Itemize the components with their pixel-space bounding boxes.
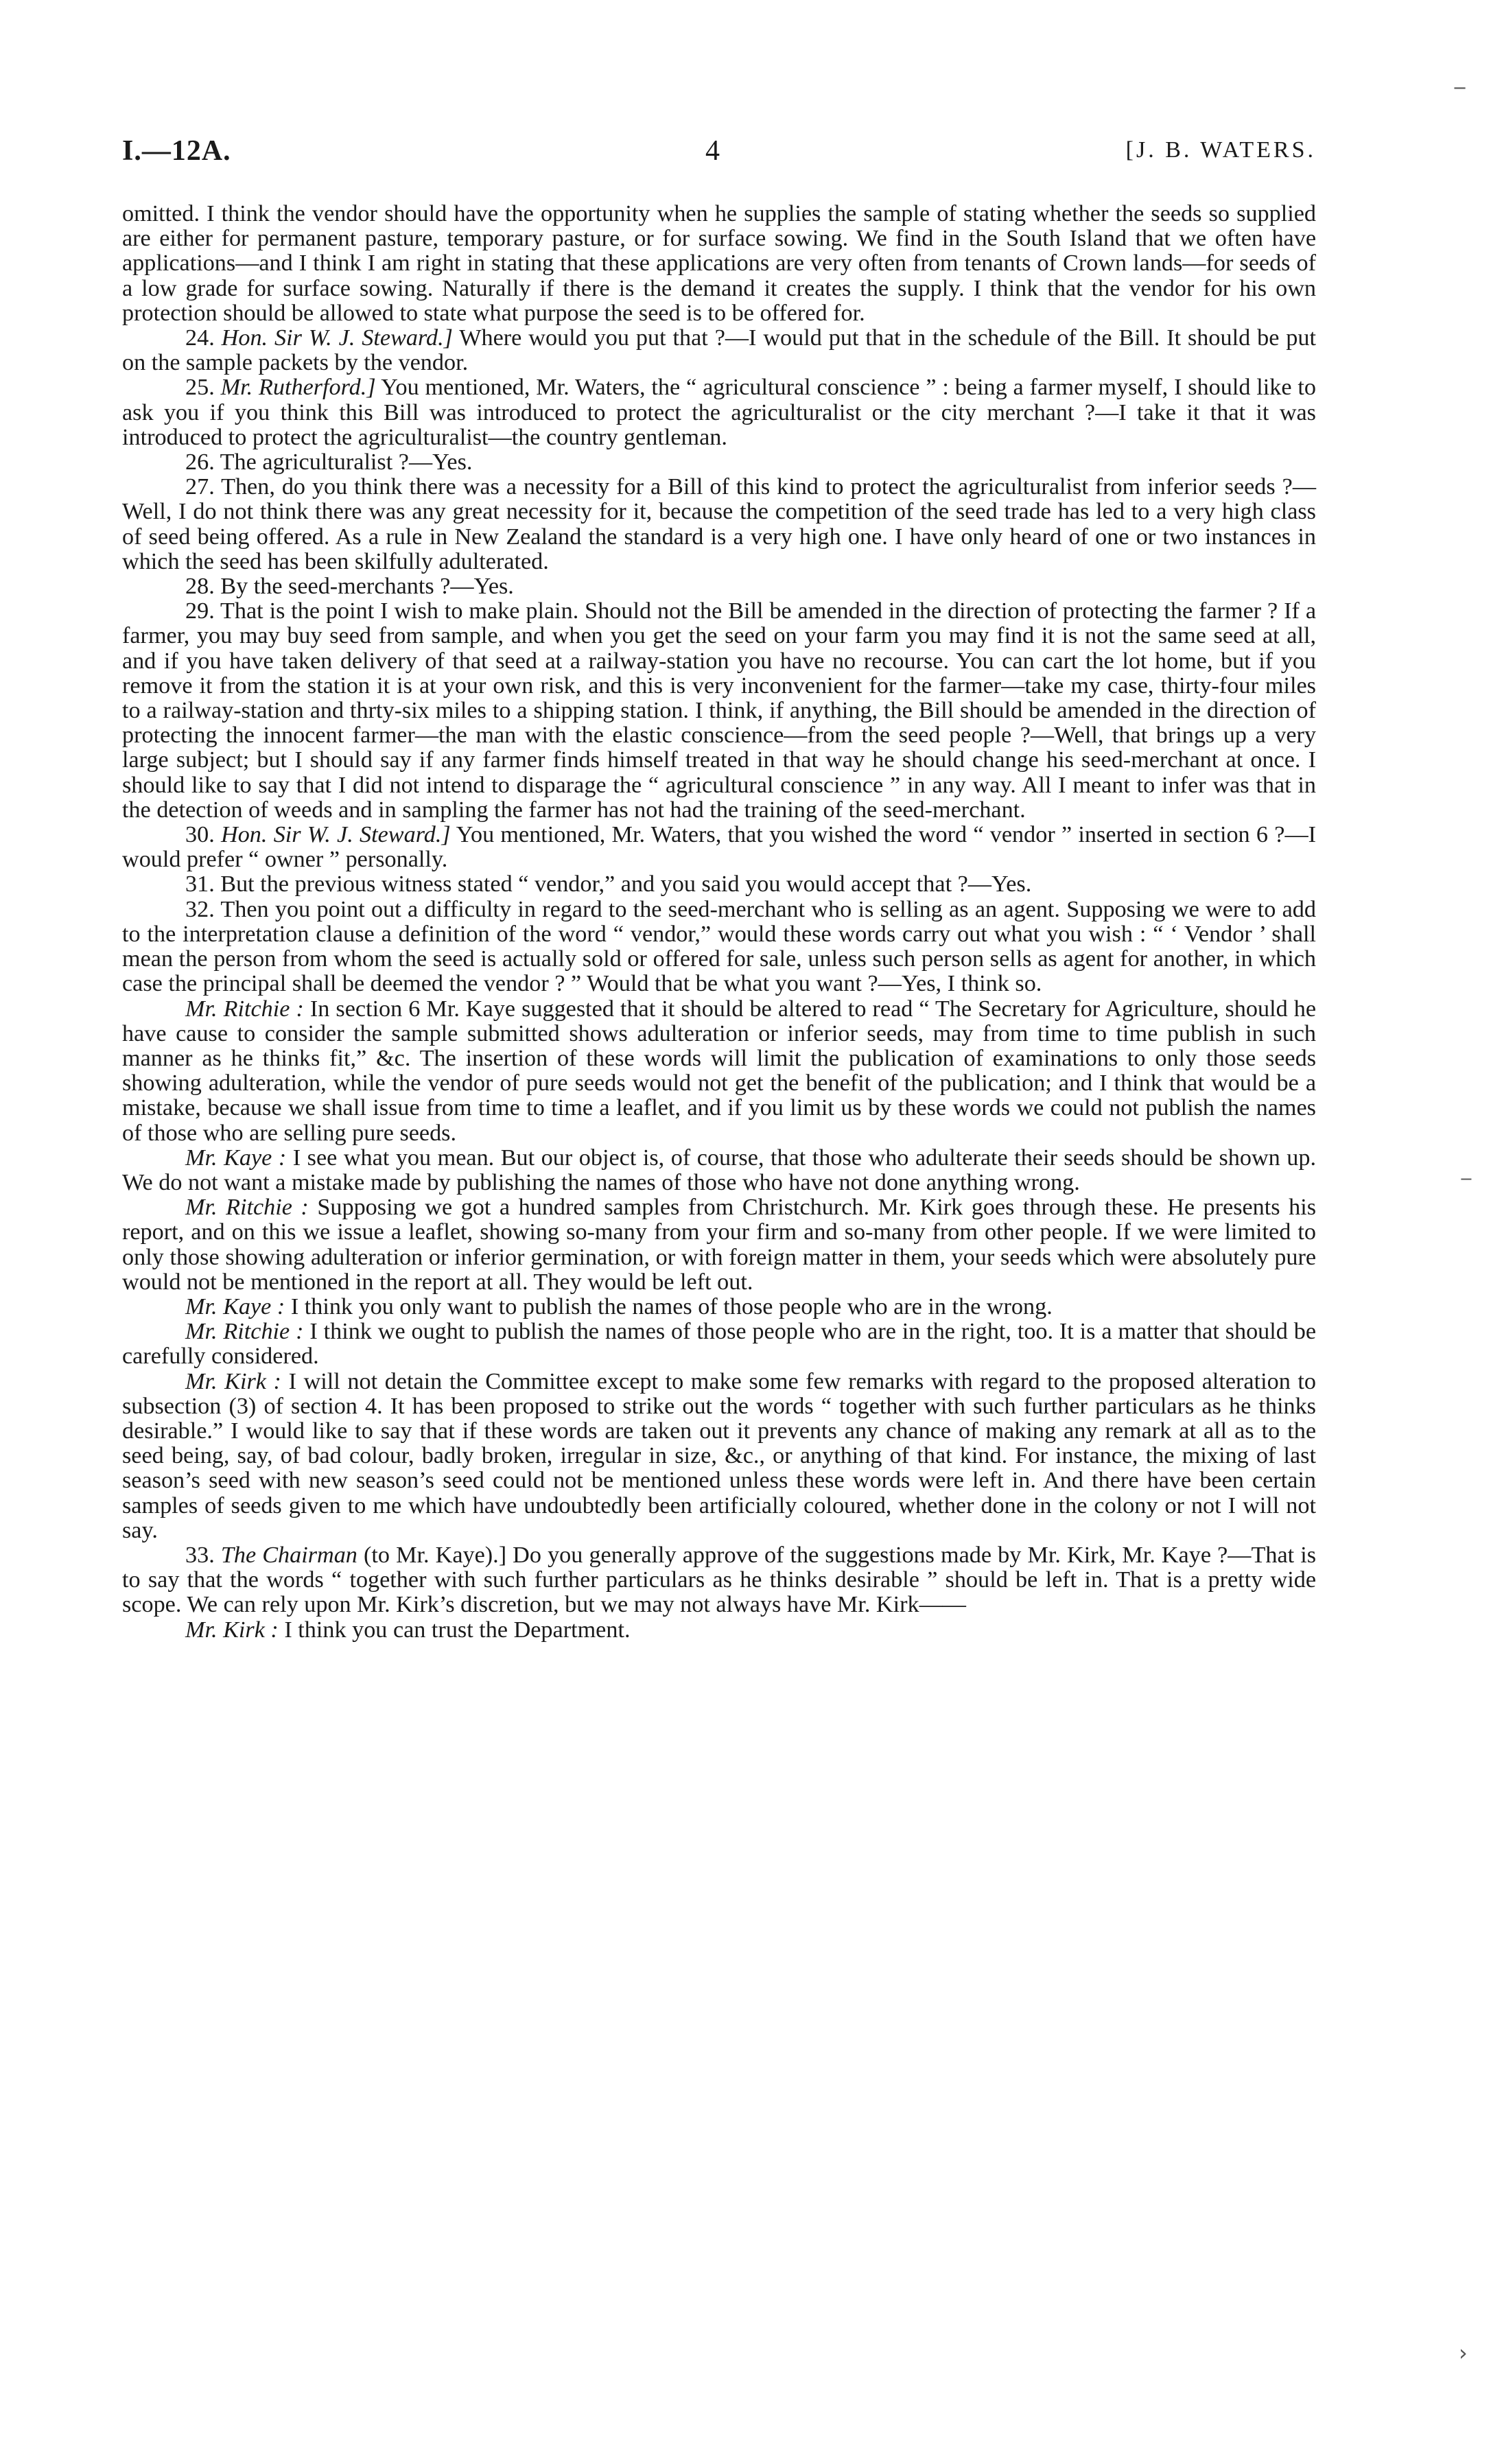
paragraph-text: You mentioned, Mr. Waters, the “ agricultural conscience ” : being a farmer myself, I should like to ask you if you think this Bill was introduced to protect the agriculturalist or the city merchant ?—I take it that it was introduced to protect the agriculturalist—the country gentleman. (122, 375, 1317, 450)
speaker-name: Mr. Kirk : (185, 1617, 279, 1643)
question-25 (122, 375, 1316, 450)
statement-kirk (122, 1370, 1316, 1543)
scan-mark-top-right: ‒ (1453, 75, 1467, 99)
paragraph-text: I think you only want to publish the names of those people who are in the wrong. (290, 1293, 1053, 1319)
question-24 (122, 326, 1316, 375)
statement-kaye (122, 1295, 1316, 1319)
paragraph-text: By the seed-merchants ?—Yes. (220, 574, 514, 600)
question-number: 25. (185, 375, 215, 401)
question-number: 33. (185, 1542, 215, 1568)
paragraph-text: Then you point out a difficulty in regard to the seed-merchant who is selling as an agent. Supposing we were to add to the interpretation clause a definition of the word “ vendor,” would these words carry out what you wish : “ ‘ Vendor ’ shall mean the person from whom the seed is actually sold or offered for sale, unless such person sells as agent for another, in which case the principal shall be deemed the vendor ? ” Would that be what you want ?—Yes, I think so. (122, 896, 1316, 997)
paragraph-text: That is the point I wish to make plain. Should not the Bill be amended in the direction of protecting the farmer ? If a farmer, you may buy seed from sample, and when you get the seed on your farm you may find it is not the same seed at all, and if you have taken delivery of that seed at a railway-station you have no recourse. You can cart the lot home, but if you remove it from the station it is at your own risk, and this is very inconvenient for the farmer—take my case, thirty-four miles to a railway-station and thrty-six miles to a shipping station. I think, if anything, the Bill should be amended in the direction of protecting the innocent farmer—the man with the elastic conscience—from the seed people ?—Well, that brings up a very large subject; but I should say if any farmer finds himself treated in that way he should change his seed-merchant at once. I should like to say that I did not intend to disparage the “ agricultural conscience ” in any way. All I meant to infer was that in the detection of weeds and in sampling the farmer has not had the training of the seed-merchant. (122, 598, 1316, 823)
question-number: 24. (185, 325, 215, 351)
question-33 (122, 1543, 1316, 1618)
paragraph-text: I think you can trust the Department. (284, 1617, 631, 1643)
statement-kaye (122, 1146, 1316, 1195)
speaker-name: Hon. Sir W. J. Steward.] (221, 325, 453, 351)
paragraph-text: Then, do you think there was a necessity for a Bill of this kind to protect the agriculturalist from inferior seeds ?—Well, I do not think there was any great necessity for it, because the competition of the seed trade has led to a very high class of seed being offered. As a rule in New Zealand the standard is a very high one. I have only heard of one or two instances in which the seed has been skilfully adulterated. (122, 474, 1317, 574)
paragraph-text: But the previous witness stated “ vendor,” and you said you would accept that ?—Yes. (220, 871, 1032, 897)
paragraph-text: I see what you mean. But our object is, of course, that those who adulterate their seeds should be shown up. We do not want a mistake made by publishing the names of those who have not done anything wrong. (122, 1145, 1317, 1195)
question-number: 26. (185, 449, 215, 476)
question-number: 30. (185, 822, 215, 848)
page-number: 4 (705, 135, 720, 167)
question-29 (122, 599, 1316, 823)
question-28 (122, 574, 1316, 599)
scan-mark-right-middle: ‒ (1460, 1166, 1472, 1189)
paragraph-text: The agriculturalist ?—Yes. (220, 449, 473, 476)
paper-reference: I.—12A. (122, 135, 231, 167)
witness-name: [J. B. WATERS. (1125, 137, 1316, 163)
paragraph-text: omitted. I think the vendor should have the opportunity when he supplies the sample of stating whether the seeds so supplied are either for permanent pasture, temporary pasture, or for surface sowing. We find in the South Island that we often have applications—and I think I am right in stating that these applications are very often from tenants of Crown lands—for seeds of a low grade for surface sowing. Naturally if there is the demand it creates the supply. I think that the vendor for his own protection should be allowed to state what purpose the seed is to be offered for. (122, 201, 1316, 326)
speaker-name: Mr. Kaye : (185, 1293, 285, 1319)
statement-kirk (122, 1618, 1316, 1643)
paragraph-text: (to Mr. Kaye).] Do you generally approve of the suggestions made by Mr. Kirk, Mr. Kaye ?—That is to say that the words “ together with such further particulars as he thinks desirable ” should be left in. That is a pretty wide scope. We can rely upon Mr. Kirk’s discretion, but we may not always have Mr. Kirk—— (122, 1542, 1317, 1618)
statement-ritchie (122, 1195, 1316, 1295)
question-30 (122, 823, 1316, 872)
speaker-name: Mr. Ritchie : (185, 996, 304, 1022)
paragraph-text: I will not detain the Committee except to make some few remarks with regard to the proposed alteration to subsection (3) of section 4. It has been proposed to strike out the words “ together with such further particulars as he thinks desirable.” I would like to say that if these words are taken out it prevents any chance of making any remark at all as to the seed being, say, of bad colour, badly broken, irregular in size, &c., or anything of that kind. For instance, the mixing of last season’s seed with new season’s seed could not be mentioned unless these words were left in. And there have been certain samples of seeds given to me which have undoubtedly been artificially coloured, whether done in the colony or not I will not say. (122, 1368, 1316, 1543)
speaker-name: Mr. Rutherford.] (220, 375, 376, 401)
paragraph-continuation (122, 202, 1316, 326)
speaker-name: The Chairman (220, 1542, 357, 1568)
speaker-name: Mr. Kaye : (185, 1145, 287, 1171)
question-number: 27. (185, 474, 215, 500)
question-26 (122, 450, 1316, 475)
transcript-body (122, 202, 1316, 1643)
paragraph-text: Where would you put that ?—I would put that in the schedule of the Bill. It should be put on the sample packets by the vendor. (122, 325, 1316, 376)
paragraph-text: Supposing we got a hundred samples from Christchurch. Mr. Kirk goes through these. He presents his report, and on this we issue a leaflet, showing so-many from your firm and so-many from other people. If we were limited to only those showing adulteration or inferior germination, or with foreign matter in them, your seeds which were absolutely pure would not be mentioned in the report at all. They would be left out. (122, 1195, 1317, 1295)
statement-ritchie (122, 1319, 1316, 1369)
paragraph-text: You mentioned, Mr. Waters, that you wished the word “ vendor ” inserted in section 6 ?—I would prefer “ owner ” personally. (122, 822, 1317, 873)
speaker-name: Mr. Kirk : (185, 1368, 281, 1394)
question-32 (122, 897, 1316, 997)
statement-ritchie (122, 997, 1316, 1146)
speaker-name: Mr. Ritchie : (185, 1195, 309, 1221)
paragraph-text: I think we ought to publish the names of those people who are in the right, too. It is a matter that should be carefully considered. (122, 1319, 1317, 1370)
question-31 (122, 872, 1316, 897)
scan-mark-bottom-right: › (1459, 2340, 1468, 2366)
speaker-name: Mr. Ritchie : (185, 1319, 304, 1345)
question-number: 28. (185, 574, 215, 600)
question-number: 31. (185, 871, 215, 897)
question-number: 32. (185, 896, 215, 922)
paragraph-text: In section 6 Mr. Kaye suggested that it should be altered to read “ The Secretary for Agriculture, should he have cause to consider the sample submitted shows adulteration or inferior seeds, may from time to time publish in such manner as he thinks fit,” &c. The insertion of these words will limit the publication of examinations to only those seeds showing adulteration, while the vendor of pure seeds would not get the benefit of the publication; and I think that would be a mistake, because we shall issue from time to time a leaflet, and if you limit us by these words we could not publish the names of those who are selling pure seeds. (122, 996, 1316, 1146)
speaker-name: Hon. Sir W. J. Steward.] (221, 822, 451, 848)
page-header (122, 134, 1316, 176)
question-number: 29. (185, 598, 215, 624)
question-27 (122, 475, 1316, 574)
